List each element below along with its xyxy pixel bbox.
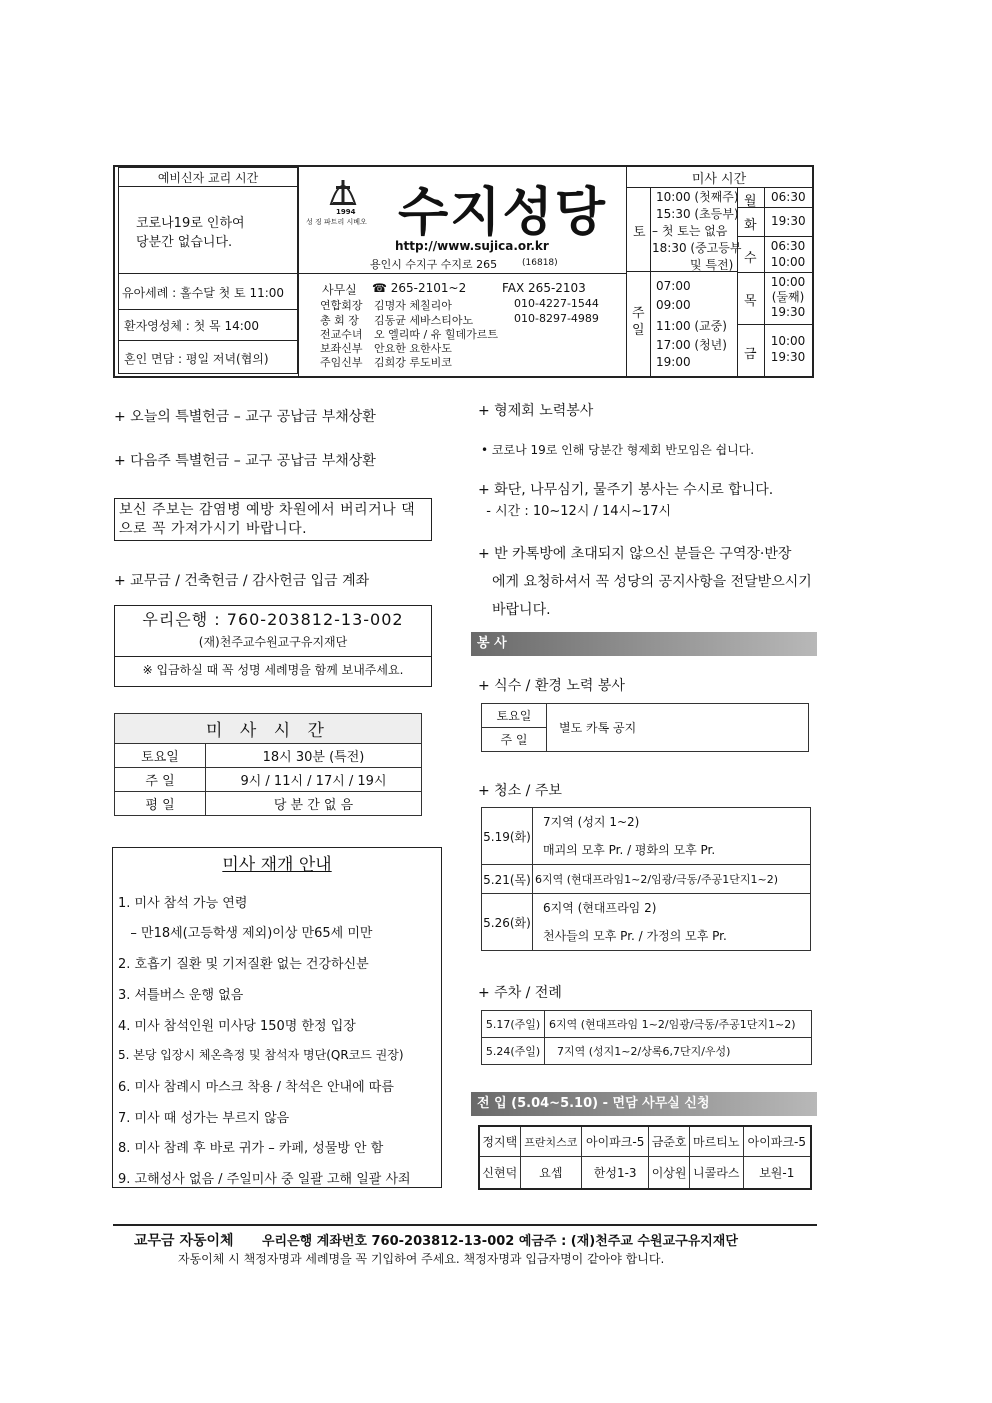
fax-number: FAX 265-2103 xyxy=(502,281,586,295)
sun-time: 09:00 xyxy=(656,298,691,312)
table-row xyxy=(482,1011,812,1038)
sat-time: 18:30 (중고등부 xyxy=(652,241,742,255)
staff-role: 주임신부 xyxy=(320,356,363,369)
table-cell: 6지역 (현대프라임1~2/임광/극동/주공1단지1~2) xyxy=(533,865,811,894)
table-row xyxy=(479,1126,811,1157)
brothers-title: + 형제회 노력봉사 xyxy=(478,403,594,419)
table-cell: 토요일 xyxy=(115,744,206,768)
website-link[interactable]: http://www.sujica.or.kr xyxy=(395,239,549,253)
catechumen-title: 예비신자 교리 시간 xyxy=(157,171,259,185)
list-item: – 만18세(고등학생 제외)이상 만65세 미만 xyxy=(118,926,373,941)
sun-time: 17:00 (청년) xyxy=(656,338,727,352)
staff-name: 김희강 루도비코 xyxy=(374,356,452,369)
table-cell: 6지역 (현대프라임 1~2/임광/극동/주공1단지1~2) xyxy=(545,1011,812,1038)
katok-note: 에게 요청하셔서 꼭 성당의 공지사항을 전달받으시기 xyxy=(492,574,812,590)
food-title: + 식수 / 환경 노력 봉사 xyxy=(478,678,625,694)
table-cell: 보원-1 xyxy=(743,1157,811,1190)
table-cell: 5.19(화) xyxy=(482,808,533,865)
sat-time: 및 특전) xyxy=(690,258,734,272)
auto-transfer-account: 우리은행 계좌번호 760-203812-13-002 예금주 : (재)천주교 수원교구유지재단 xyxy=(262,1234,738,1249)
table-cell: 토요일 xyxy=(482,704,547,728)
table-cell: 정지택 xyxy=(479,1126,520,1157)
table-cell: 18시 30분 (특전) xyxy=(206,744,422,768)
transfer-section-bar: 전 입 (5.04~5.10) - 면담 사무실 신청 xyxy=(471,1092,817,1116)
staff-role: 총 회 장 xyxy=(320,314,359,327)
brothers-note: • 코로나 19로 인해 당분간 형제회 반모임은 쉽니다. xyxy=(481,443,755,457)
table-cell: 6지역 (현대프라임 2) xyxy=(543,901,657,915)
table-cell: 마르티노 xyxy=(689,1126,743,1157)
staff-role: 전교수녀 xyxy=(320,328,363,341)
table-cell: 프란치스코 xyxy=(520,1126,581,1157)
mass-schedule-table xyxy=(114,713,422,816)
list-item: 7. 미사 때 성가는 부르지 않음 xyxy=(118,1111,290,1126)
table-cell: 매괴의 모후 Pr. / 평화의 모후 Pr. xyxy=(543,843,716,857)
table-cell: 금준호 xyxy=(649,1126,690,1157)
table-cell: 7지역 (성지 1~2) xyxy=(543,815,640,829)
staff-role: 연합회장 xyxy=(320,299,363,312)
table-row xyxy=(115,744,422,768)
garden-title: + 화단, 나무심기, 물주기 봉사는 수시로 합니다. xyxy=(478,482,774,498)
bank-note: ※ 입금하실 때 꼭 성명 세례명을 함께 보내주세요. xyxy=(142,663,404,677)
weekday-label: 월 xyxy=(744,194,757,209)
office-label: 사무실 xyxy=(322,283,357,297)
table-cell: 주 일 xyxy=(482,728,547,752)
table-row xyxy=(482,704,809,728)
katok-note: 바랍니다. xyxy=(492,602,551,618)
table-cell: 한성1-3 xyxy=(582,1157,649,1190)
weekday-time: 19:30 xyxy=(771,214,806,228)
weekday-time: 06:30 xyxy=(771,190,806,204)
food-note: 별도 카톡 공지 xyxy=(547,704,809,752)
list-item: 4. 미사 참석인원 미사당 150명 한정 입장 xyxy=(118,1019,356,1034)
table-row xyxy=(479,1157,811,1190)
mass-table-title: 미 사 시 간 xyxy=(115,714,422,744)
table-row xyxy=(482,1038,812,1065)
list-item: 9. 고해성사 없음 / 주일미사 중 일괄 고해 일괄 사죄 xyxy=(118,1172,411,1187)
catechumen-text: 코로나19로 인하여 xyxy=(136,216,245,231)
logo-year: 1994 xyxy=(336,208,356,216)
table-cell: 평 일 xyxy=(115,792,206,816)
list-item: 1. 미사 참석 가능 연령 xyxy=(118,896,248,911)
special-offering-next: + 다음주 특별헌금 – 교구 공납금 부채상환 xyxy=(114,453,376,469)
infant-baptism: 유아세례 : 홀수달 첫 토 11:00 xyxy=(122,286,285,300)
list-item: 8. 미사 참례 후 바로 귀가 – 카페, 성물방 안 함 xyxy=(118,1141,384,1156)
parish-name: 수지성당 xyxy=(398,183,607,243)
staff-role: 보좌신부 xyxy=(320,342,363,355)
staff-phone: 010-8297-4989 xyxy=(514,312,599,325)
weekday-label: 금 xyxy=(744,347,757,362)
mass-time-title: 미사 시간 xyxy=(691,172,747,187)
postal-code: (16818) xyxy=(522,258,558,268)
parking-table xyxy=(481,1010,812,1065)
food-service-table xyxy=(481,703,809,752)
table-cell: 9시 / 11시 / 17시 / 19시 xyxy=(206,768,422,792)
logo-motto: 성 징 파트리 시베오 xyxy=(306,218,367,226)
marriage-info: 혼인 면담 : 평일 저녁(협의) xyxy=(124,352,269,366)
sun-time: 11:00 (교중) xyxy=(656,319,727,333)
sun-time: 19:00 xyxy=(656,355,691,369)
service-section-bar: 봉 사 xyxy=(471,632,817,656)
list-item: 3. 셔틀버스 운행 없음 xyxy=(118,988,244,1003)
catechumen-text: 당분간 없습니다. xyxy=(136,235,233,250)
garden-time: - 시간 : 10~12시 / 14시~17시 xyxy=(478,504,672,519)
list-item: 6. 미사 참례시 마스크 착용 / 착석은 안내에 따름 xyxy=(118,1080,394,1095)
weekday-label: 수 xyxy=(744,251,757,266)
bank-owner: (재)천주교수원교구유지재단 xyxy=(198,635,348,649)
sun-time: 07:00 xyxy=(656,279,691,293)
table-cell: 아이파크-5 xyxy=(582,1126,649,1157)
sat-label: 토 xyxy=(633,225,646,240)
weekday-time: 10:00 19:30 xyxy=(770,334,806,364)
table-cell: 신현덕 xyxy=(479,1157,520,1190)
sat-time: 10:00 (첫째주) xyxy=(656,190,739,204)
table-cell: 이상원 xyxy=(649,1157,690,1190)
list-item: 5. 본당 입장시 체온측정 및 참석자 명단(QR코드 권장) xyxy=(118,1048,404,1062)
table-cell: 5.24(주일) xyxy=(482,1038,545,1065)
katok-note: + 반 카톡방에 초대되지 않으신 분들은 구역장·반장 xyxy=(478,546,792,562)
table-cell: 천사들의 모후 Pr. / 가정의 모후 Pr. xyxy=(543,929,727,943)
table-cell: 5.26(화) xyxy=(482,894,533,951)
sat-time: 15:30 (초등부) xyxy=(656,207,739,221)
sat-time: – 첫 토는 없음 xyxy=(652,224,728,238)
deposit-title: + 교무금 / 건축헌금 / 감사헌금 입금 계좌 xyxy=(114,573,370,589)
staff-name: 김명자 체칠리아 xyxy=(374,299,452,312)
cleaning-title: + 청소 / 주보 xyxy=(478,783,562,799)
table-row xyxy=(115,792,422,816)
list-item: 2. 호흡기 질환 및 기저질환 없는 건강하신분 xyxy=(118,957,369,972)
weekday-time: 06:30 10:00 xyxy=(770,239,806,269)
table-cell: 아이파크-5 xyxy=(743,1126,811,1157)
table-row xyxy=(482,894,811,951)
sick-anointing: 환자영성체 : 첫 목 14:00 xyxy=(124,319,260,333)
table-row xyxy=(482,865,811,894)
table-cell: 당 분 간 없 음 xyxy=(206,792,422,816)
resume-title: 미사 재개 안내 xyxy=(222,855,332,875)
table-cell: 주 일 xyxy=(115,768,206,792)
cleaning-table xyxy=(481,807,811,951)
table-cell: 7지역 (성지1~2/상록6,7단지/우성) xyxy=(545,1038,812,1065)
bank-account: 우리은행 : 760-203812-13-002 xyxy=(142,610,404,629)
staff-phone: 010-4227-1544 xyxy=(514,297,599,310)
weekday-label: 화 xyxy=(744,218,757,233)
table-cell: 요셉 xyxy=(520,1157,581,1190)
auto-transfer-label: 교무금 자동이체 xyxy=(134,1233,234,1249)
address: 용인시 수지구 수지로 265 xyxy=(370,258,498,271)
parking-title: + 주차 / 전례 xyxy=(478,985,562,1001)
table-row xyxy=(115,768,422,792)
staff-name: 오 엘리따 / 유 힐데가르트 xyxy=(374,328,498,341)
table-row xyxy=(482,808,811,865)
church-logo xyxy=(328,174,358,208)
table-cell: 5.17(주일) xyxy=(482,1011,545,1038)
weekday-label: 목 xyxy=(744,294,757,309)
table-cell: 니콜라스 xyxy=(689,1157,743,1190)
sun-label: 주일 xyxy=(632,306,645,338)
table-cell: 5.21(목) xyxy=(482,865,533,894)
notice-box: 보신 주보는 감염병 예방 차원에서 버리거나 댁으로 꼭 가져가시기 바랍니다. xyxy=(114,498,432,541)
staff-name: 안요한 요한사도 xyxy=(374,342,452,355)
auto-transfer-note: 자동이체 시 책정자명과 세례명을 꼭 기입하여 주세요. 책정자명과 입금자명이 같아야 합니다. xyxy=(178,1252,665,1266)
transfer-table xyxy=(478,1125,812,1190)
weekday-time: 10:00 (둘째) 19:30 xyxy=(770,275,806,319)
office-phone: ☎ 265-2101~2 xyxy=(372,281,467,295)
special-offering-today: + 오늘의 특별헌금 – 교구 공납금 부채상환 xyxy=(114,409,376,425)
staff-name: 김동균 세바스티아노 xyxy=(374,314,474,327)
